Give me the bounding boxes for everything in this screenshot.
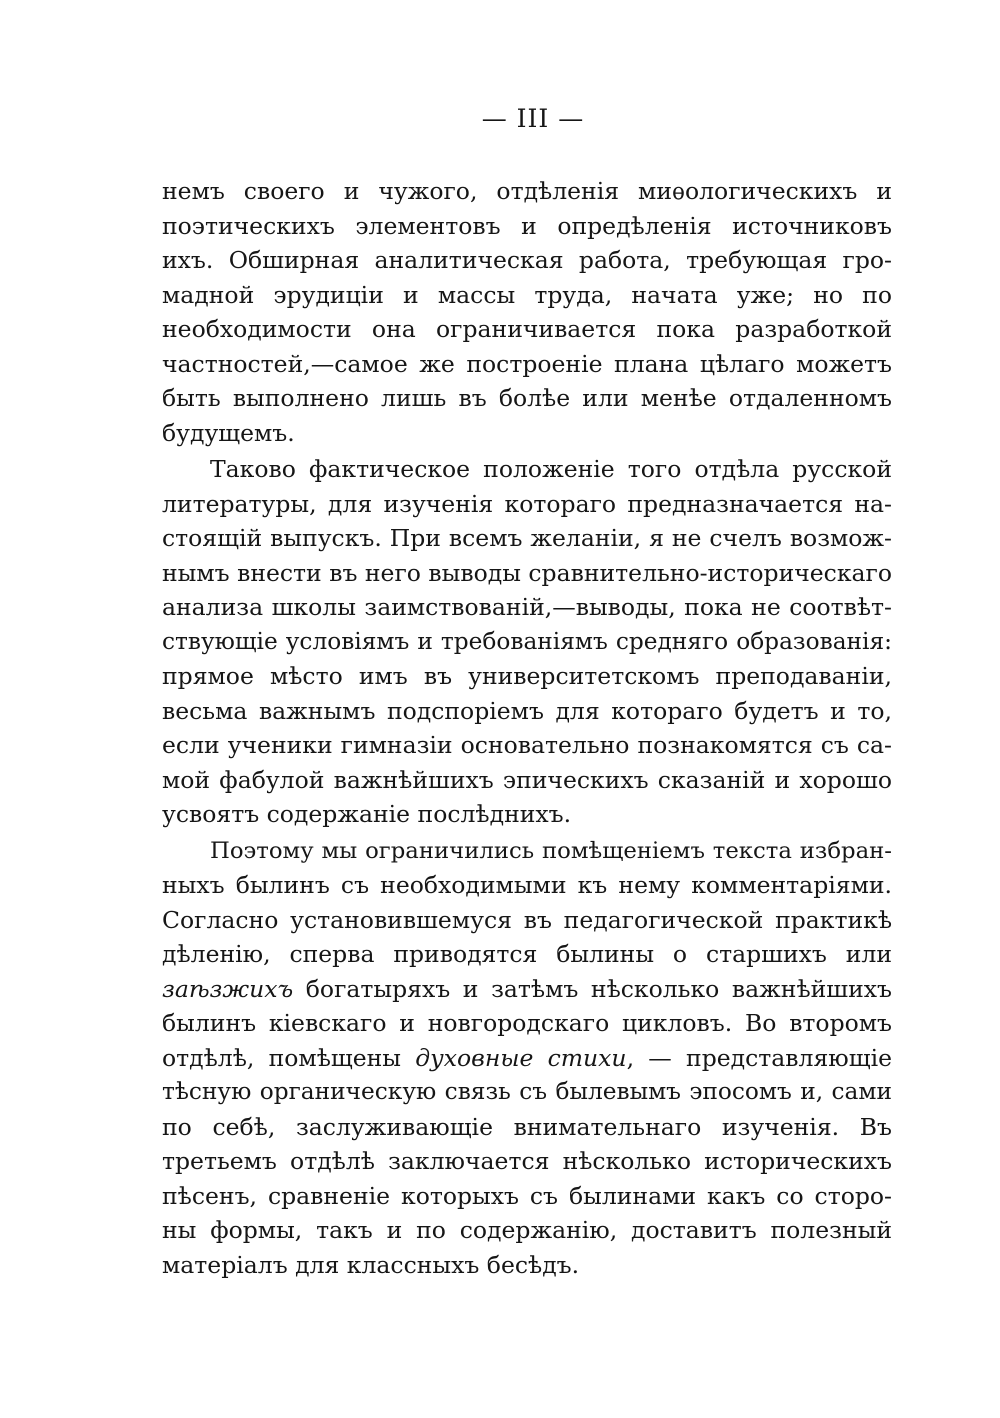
paragraph-1 [162,174,892,450]
text-line: пѣсенъ, сравненіе которыхъ съ былинами какъ со сторо- [162,1181,892,1210]
page-number: — III — [481,104,585,133]
text-line: стоящій выпускъ. При всемъ желаніи, я не счелъ возмож- [162,524,892,552]
paragraph-3 [162,834,892,1283]
text-segment: отдѣлѣ, помѣщены [162,1043,416,1072]
text-line: нымъ внести въ него выводы сравнительно-историческаго [162,558,892,587]
book-page [162,104,892,1282]
text-line: анализа школы заимствованій,—выводы, пока не соотвѣт- [162,593,892,621]
text-line: поэтическихъ элементовъ и опредѣленія источниковъ [162,211,892,240]
text-line: дѣленію, сперва приводятся былины о старшихъ или [162,940,892,968]
text-line: матеріалъ для классныхъ бесѣдъ. [162,1250,580,1279]
text-line: литературы, для изученія котораго предназначается на- [162,489,892,518]
text-line: ны формы, такъ и по содержанію, доставитъ полезный [162,1216,892,1244]
text-line: если ученики гимназіи основательно познакомятся съ са- [162,731,892,759]
text-line: будущемъ. [162,418,295,447]
text-line: мой фабулой важнѣйшихъ эпическихъ сказаній и хорошо [162,765,892,794]
text-line: быть выполнено лишь въ болѣе или менѣе отдаленномъ [162,384,892,412]
text-line: Поэтому мы ограничились помѣщеніемъ текста избран- [210,837,892,864]
text-line: Согласно установившемуся въ педагогической практикѣ [162,905,892,934]
text-line: усвоятъ содержаніе послѣднихъ. [162,800,572,828]
text-line: немъ своего и чужого, отдѣленія миѳологическихъ и [162,177,892,205]
text-segment: , — представляющіе [626,1043,892,1072]
paragraph-2 [162,452,892,832]
text-segment: богатыряхъ и затѣмъ нѣсколько важнѣйшихъ [293,974,892,1003]
text-line [162,972,892,1007]
text-line: весьма важнымъ подспоріемъ для котораго будетъ и то, [162,696,892,725]
text-line: необходимости она ограничивается пока разработкой [162,315,892,343]
italic-term: духовные стихи [415,1043,627,1072]
text-line: по себѣ, заслуживающіе внимательнаго изученія. Въ [162,1112,892,1141]
text-line: третьемъ отдѣлѣ заключается нѣсколько историческихъ [162,1147,892,1175]
text-line: ихъ. Обширная аналитическая работа, требующая гро- [162,246,892,274]
italic-term: заѣзжихъ [162,974,294,1003]
text-line: тѣсную органическую связь съ былевымъ эпосомъ и, сами [162,1078,892,1105]
text-line: былинъ кіевскаго и новгородскаго цикловъ. Во второмъ [162,1009,892,1037]
text-line: ствующіе условіямъ и требованіямъ средняго образованія: [162,627,892,655]
text-line: Таково фактическое положеніе того отдѣла русской [210,455,892,483]
text-line: мадной эрудиціи и массы труда, начата уже; но по [162,280,892,309]
text-line: прямое мѣсто имъ въ университетскомъ преподаваніи, [162,662,892,690]
text-line [162,1041,892,1076]
text-line: ныхъ былинъ съ необходимыми къ нему комментаріями. [162,871,892,899]
text-line: частностей,—самое же построеніе плана цѣлаго можетъ [162,349,892,378]
